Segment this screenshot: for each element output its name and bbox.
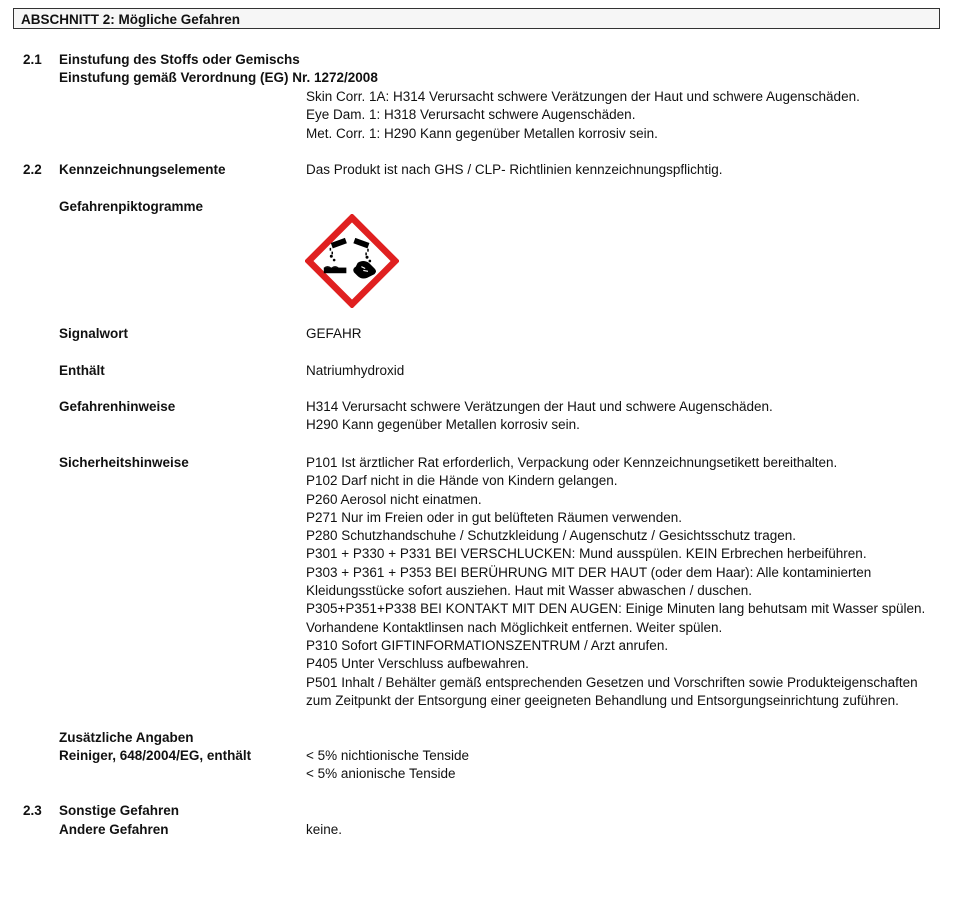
precautionary-statements-list (306, 454, 925, 710)
detergent-content: < 5% anionische Tenside (306, 766, 456, 782)
labelling-elements-label: Kennzeichnungselemente (59, 162, 226, 177)
precautionary-statement: P405 Unter Verschluss aufbewahren. (306, 656, 529, 672)
detergent-regulation-label: Reiniger, 648/2004/EG, enthält (59, 748, 252, 763)
precautionary-statement: P101 Ist ärztlicher Rat erforderlich, Verpackung oder Kennzeichnungsetikett bereithalten. (306, 455, 838, 470)
hazard-statements-list (306, 398, 773, 435)
precautionary-statement: zum Zeitpunkt der Entsorgung einer geeigneten Behandlung und Entsorgungseinrichtung zuführen. (306, 692, 899, 708)
labelling-elements-value: Das Produkt ist nach GHS / CLP- Richtlinien kennzeichnungspflichtig. (306, 162, 723, 177)
ghs05-corrosion-icon (305, 214, 399, 308)
detergent-content: < 5% nichtionische Tenside (306, 748, 469, 763)
additional-info-label: Zusätzliche Angaben (59, 730, 194, 745)
pictograms-label: Gefahrenpiktogramme (59, 199, 204, 214)
hazard-statements-label: Gefahrenhinweise (59, 399, 176, 414)
classification-line: Skin Corr. 1A: H314 Verursacht schwere Verätzungen der Haut und schwere Augenschäden. (306, 89, 860, 104)
contains-value: Natriumhydroxid (306, 363, 405, 378)
precautionary-statement: Vorhandene Kontaktlinsen nach Möglichkeit entfernen. Weiter spülen. (306, 619, 723, 635)
precautionary-statement: P303 + P361 + P353 BEI BERÜHRUNG MIT DER HAUT (oder dem Haar): Alle kontaminierten (306, 564, 872, 580)
precautionary-statement: P501 Inhalt / Behälter gemäß entsprechenden Gesetzen und Vorschriften sowie Produkteigenschaften (306, 674, 918, 690)
section-title-2-3: Sonstige Gefahren (59, 803, 180, 818)
section-number-2-1: 2.1 (23, 52, 42, 67)
section-number-2-3: 2.3 (23, 803, 42, 818)
precautionary-statement: P310 Sofort GIFTINFORMATIONSZENTRUM / Arzt anrufen. (306, 637, 669, 653)
precautionary-statement: P271 Nur im Freien oder in gut belüfteten Räumen verwenden. (306, 509, 682, 525)
precautionary-statement: P102 Darf nicht in die Hände von Kindern gelangen. (306, 473, 618, 489)
hazard-statement: H290 Kann gegenüber Metallen korrosiv sein. (306, 417, 580, 433)
classification-regulation-label: Einstufung gemäß Verordnung (EG) Nr. 1272/2008 (59, 70, 378, 85)
classification-list (306, 88, 860, 143)
other-hazards-label: Andere Gefahren (59, 822, 169, 837)
hazard-statement: H314 Verursacht schwere Verätzungen der Haut und schwere Augenschäden. (306, 399, 773, 414)
precautionary-statement: Kleidungsstücke sofort ausziehen. Haut mit Wasser abwaschen / duschen. (306, 583, 752, 599)
section-header: ABSCHNITT 2: Mögliche Gefahren (13, 8, 940, 29)
precautionary-statement: P260 Aerosol nicht einatmen. (306, 491, 482, 507)
precautionary-statements-label: Sicherheitshinweise (59, 455, 189, 470)
section-title-2-1: Einstufung des Stoffs oder Gemischs (59, 52, 300, 67)
other-hazards-value: keine. (306, 822, 343, 837)
precautionary-statement: P301 + P330 + P331 BEI VERSCHLUCKEN: Mund ausspülen. KEIN Erbrechen herbeiführen. (306, 546, 867, 562)
signal-word-value: GEFAHR (306, 326, 362, 341)
section-number-2-2: 2.2 (23, 162, 42, 177)
precautionary-statement: P305+P351+P338 BEI KONTAKT MIT DEN AUGEN: Einige Minuten lang behutsam mit Wasser spülen. (306, 601, 926, 617)
detergent-contents-list (306, 747, 469, 784)
classification-line: Met. Corr. 1: H290 Kann gegenüber Metallen korrosiv sein. (306, 125, 658, 141)
contains-label: Enthält (59, 363, 105, 378)
signal-word-label: Signalwort (59, 326, 129, 341)
precautionary-statement: P280 Schutzhandschuhe / Schutzkleidung / Augenschutz / Gesichtsschutz tragen. (306, 528, 797, 544)
classification-line: Eye Dam. 1: H318 Verursacht schwere Augenschäden. (306, 107, 636, 123)
